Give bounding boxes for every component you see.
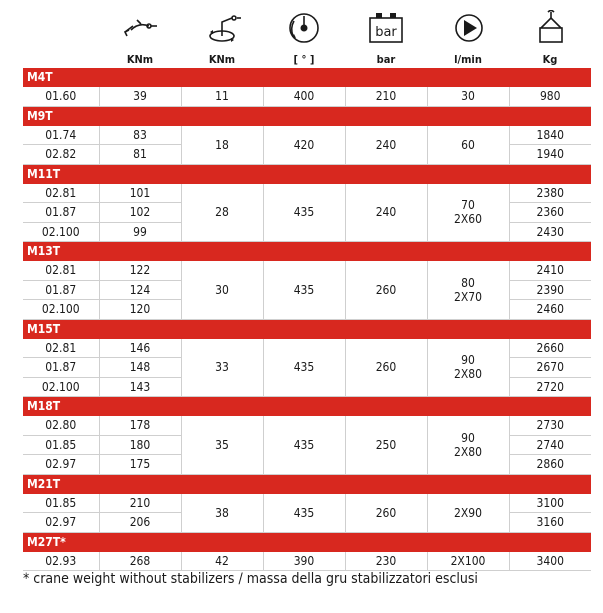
table-row — [23, 261, 591, 280]
flow-rate-cell — [427, 87, 509, 106]
table-row — [23, 184, 591, 203]
model-group-header — [23, 106, 591, 126]
model-cell: 01.87 — [23, 358, 99, 378]
model-cell: 02.97 — [23, 455, 99, 475]
model-group-name: M4T — [23, 68, 591, 87]
lifting-moment-cell: 268 — [99, 552, 181, 571]
pressure-cell: 240 — [345, 126, 427, 165]
flow-rate-cell — [427, 339, 509, 397]
lifting-moment-cell: 122 — [99, 261, 181, 280]
lifting-moment-cell: 146 — [99, 339, 181, 358]
flow-rate-value: 30 — [461, 89, 475, 104]
lifting-moment-cell: 39 — [99, 87, 181, 106]
lifting-moment-cell: 148 — [99, 358, 181, 378]
slewing-torque-cell: 35 — [181, 416, 263, 474]
pressure-icon — [366, 10, 406, 46]
weight-cell: 2380 — [509, 184, 591, 203]
rotation-angle-cell: 435 — [263, 261, 345, 319]
lifting-moment-cell: 180 — [99, 435, 181, 455]
weight-cell: 1940 — [509, 145, 591, 165]
slewing-torque-cell: 38 — [181, 494, 263, 533]
lifting-moment-cell: 99 — [99, 222, 181, 242]
lifting-moment-cell: 101 — [99, 184, 181, 203]
weight-cell: 2670 — [509, 358, 591, 378]
flow-rate-value: 2X80 — [454, 367, 482, 382]
weight-icon — [531, 10, 571, 46]
pressure-cell: 260 — [345, 261, 427, 319]
model-cell: 02.97 — [23, 513, 99, 533]
unit-model — [23, 50, 99, 68]
model-group-header — [23, 68, 591, 87]
lifting-moment-cell: 83 — [99, 126, 181, 145]
weight-cell: 2860 — [509, 455, 591, 475]
model-group-name: M9T — [23, 106, 591, 126]
column-icons-row — [0, 0, 603, 50]
table-row — [23, 339, 591, 358]
model-cell: 01.74 — [23, 126, 99, 145]
lifting-moment-icon — [119, 10, 159, 46]
model-group-header — [23, 474, 591, 494]
model-group-name: M13T — [23, 242, 591, 262]
weight-cell: 2430 — [509, 222, 591, 242]
unit-rotation-angle: [ ° ] — [293, 52, 315, 66]
model-group-header — [23, 532, 591, 552]
rotation-angle-cell: 435 — [263, 416, 345, 474]
model-cell: 01.85 — [23, 494, 99, 513]
table-row — [23, 552, 591, 571]
model-cell: 01.87 — [23, 280, 99, 300]
model-cell: 01.60 — [23, 87, 99, 106]
model-cell: 01.85 — [23, 435, 99, 455]
model-cell: 02.81 — [23, 184, 99, 203]
weight-cell: 2660 — [509, 339, 591, 358]
unit-weight: Kg — [542, 52, 558, 66]
rotation-angle-icon — [284, 10, 324, 46]
units-row — [23, 50, 591, 68]
flow-rate-value: 80 — [461, 275, 475, 290]
weight-cell: 2410 — [509, 261, 591, 280]
weight-cell: 1840 — [509, 126, 591, 145]
rotation-angle-cell: 390 — [263, 552, 345, 571]
model-cell: 02.100 — [23, 377, 99, 397]
flow-rate-cell — [427, 552, 509, 571]
flow-rate-value: 70 — [461, 198, 475, 213]
rotation-angle-cell: 435 — [263, 184, 345, 242]
model-group-name: M21T — [23, 474, 591, 494]
rotation-angle-cell: 400 — [263, 87, 345, 106]
flow-rate-value: 2X90 — [454, 505, 482, 520]
lifting-moment-cell: 206 — [99, 513, 181, 533]
model-cell: 02.93 — [23, 552, 99, 571]
flow-rate-cell — [427, 126, 509, 165]
model-cell: 02.81 — [23, 261, 99, 280]
pressure-icon-label: bar — [375, 25, 397, 40]
table-row — [23, 494, 591, 513]
model-group-header — [23, 397, 591, 417]
model-group-header — [23, 242, 591, 262]
slewing-torque-cell: 11 — [181, 87, 263, 106]
slewing-torque-cell: 33 — [181, 339, 263, 397]
model-cell: 02.82 — [23, 145, 99, 165]
rotation-angle-cell: 420 — [263, 126, 345, 165]
weight-cell: 3100 — [509, 494, 591, 513]
model-group-header — [23, 319, 591, 339]
flow-rate-value: 2X100 — [450, 553, 486, 568]
slewing-torque-cell: 42 — [181, 552, 263, 571]
model-group-header — [23, 164, 591, 184]
weight-cell: 980 — [509, 87, 591, 106]
model-cell: 02.100 — [23, 222, 99, 242]
weight-cell: 2360 — [509, 203, 591, 223]
slewing-torque-icon — [202, 10, 242, 46]
footnote: * crane weight without stabilizers / massa della gru stabilizzatori esclusi — [23, 571, 478, 587]
weight-cell: 3400 — [509, 552, 591, 571]
model-group-name: M11T — [23, 164, 591, 184]
lifting-moment-cell: 143 — [99, 377, 181, 397]
flow-rate-value: 2X80 — [454, 444, 482, 459]
lifting-moment-cell: 102 — [99, 203, 181, 223]
lifting-moment-cell: 81 — [99, 145, 181, 165]
flow-rate-cell — [427, 416, 509, 474]
rotation-angle-cell: 435 — [263, 339, 345, 397]
weight-cell: 2740 — [509, 435, 591, 455]
model-cell: 02.81 — [23, 339, 99, 358]
model-group-name: M15T — [23, 319, 591, 339]
slewing-torque-cell: 28 — [181, 184, 263, 242]
slewing-torque-cell: 30 — [181, 261, 263, 319]
flow-rate-cell — [427, 184, 509, 242]
crane-spec-table — [23, 50, 591, 571]
weight-cell: 2730 — [509, 416, 591, 435]
pressure-cell: 230 — [345, 552, 427, 571]
table-row — [23, 126, 591, 145]
lifting-moment-cell: 210 — [99, 494, 181, 513]
flow-rate-cell — [427, 261, 509, 319]
lifting-moment-cell: 178 — [99, 416, 181, 435]
weight-cell: 2720 — [509, 377, 591, 397]
model-cell: 01.87 — [23, 203, 99, 223]
unit-slewing-torque: KNm — [208, 52, 236, 66]
lifting-moment-cell: 175 — [99, 455, 181, 475]
lifting-moment-cell: 124 — [99, 280, 181, 300]
pressure-cell: 210 — [345, 87, 427, 106]
model-group-name: M18T — [23, 397, 591, 417]
lifting-moment-cell: 120 — [99, 300, 181, 320]
weight-cell: 2390 — [509, 280, 591, 300]
unit-flow-rate: l/min — [454, 52, 482, 66]
flow-rate-cell — [427, 494, 509, 533]
pressure-cell: 250 — [345, 416, 427, 474]
pressure-cell: 240 — [345, 184, 427, 242]
model-cell: 02.80 — [23, 416, 99, 435]
flow-rate-value: 90 — [461, 430, 475, 445]
flow-rate-value: 2X60 — [454, 212, 482, 227]
table-row — [23, 87, 591, 106]
rotation-angle-cell: 435 — [263, 494, 345, 533]
weight-cell: 2460 — [509, 300, 591, 320]
flow-rate-icon — [449, 10, 489, 46]
flow-rate-value: 90 — [461, 353, 475, 368]
pressure-cell: 260 — [345, 494, 427, 533]
slewing-torque-cell: 18 — [181, 126, 263, 165]
unit-lifting-moment: KNm — [126, 52, 154, 66]
model-cell: 02.100 — [23, 300, 99, 320]
pressure-cell: 260 — [345, 339, 427, 397]
flow-rate-value: 60 — [461, 137, 475, 152]
weight-cell: 3160 — [509, 513, 591, 533]
model-group-name: M27T* — [23, 532, 591, 552]
table-row — [23, 416, 591, 435]
flow-rate-value: 2X70 — [454, 289, 482, 304]
unit-pressure: bar — [376, 52, 396, 66]
